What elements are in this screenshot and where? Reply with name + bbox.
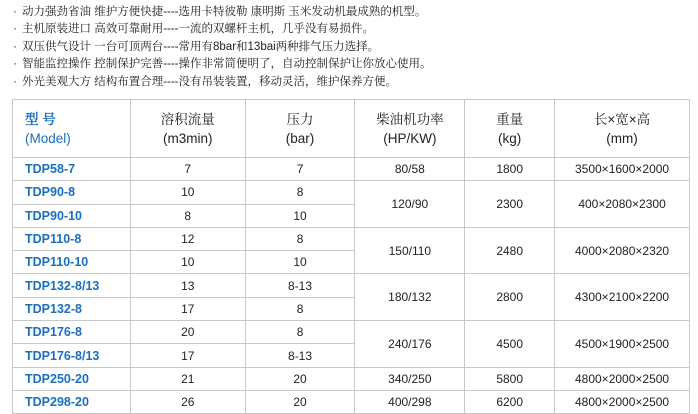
flow-cell: 8 (130, 204, 245, 227)
pressure-cell: 10 (245, 251, 355, 274)
model-cell: TDP298-20 (13, 390, 131, 413)
table-row (13, 181, 690, 204)
dims-cell: 4000×2080×2320 (555, 227, 690, 274)
model-cell: TDP110-8 (13, 227, 131, 250)
flow-cell: 10 (130, 181, 245, 204)
model-cell: TDP250-20 (13, 367, 131, 390)
model-cell: TDP176-8 (13, 321, 131, 344)
power-cell: 400/298 (355, 390, 465, 413)
table-row (13, 274, 690, 297)
pressure-cell: 20 (245, 367, 355, 390)
model-cell: TDP58-7 (13, 158, 131, 181)
feature-item: · 主机原装进口 高效可靠耐用----一流的双螺杆主机，几乎没有易损件。 (13, 23, 375, 36)
weight-cell: 2300 (465, 181, 555, 228)
weight-cell: 4500 (465, 321, 555, 368)
dims-cell: 4800×2000×2500 (555, 390, 690, 413)
header-weight: 重量 (kg) (465, 100, 555, 158)
pressure-cell: 8 (245, 297, 355, 320)
weight-cell: 1800 (465, 158, 555, 181)
power-cell: 180/132 (355, 274, 465, 321)
model-cell: TDP176-8/13 (13, 344, 131, 367)
weight-cell: 2480 (465, 227, 555, 274)
model-cell: TDP90-8 (13, 181, 131, 204)
flow-cell: 13 (130, 274, 245, 297)
pressure-cell: 8 (245, 181, 355, 204)
pressure-cell: 7 (245, 158, 355, 181)
weight-cell: 2800 (465, 274, 555, 321)
table-row (13, 367, 690, 390)
model-cell: TDP90-10 (13, 204, 131, 227)
weight-cell: 6200 (465, 390, 555, 413)
flow-cell: 12 (130, 227, 245, 250)
feature-item: · 智能监控操作 控制保护完善----操作非常简便明了，自动控制保护让你放心使用。 (13, 58, 432, 71)
power-cell: 120/90 (355, 181, 465, 228)
power-cell: 340/250 (355, 367, 465, 390)
header-dims: 长×宽×高 (mm) (555, 100, 690, 158)
model-cell: TDP132-8/13 (13, 274, 131, 297)
pressure-cell: 20 (245, 390, 355, 413)
table-row (13, 158, 690, 181)
flow-cell: 10 (130, 251, 245, 274)
power-cell: 240/176 (355, 321, 465, 368)
model-cell: TDP132-8 (13, 297, 131, 320)
pressure-cell: 10 (245, 204, 355, 227)
pressure-cell: 8 (245, 227, 355, 250)
dims-cell: 4300×2100×2200 (555, 274, 690, 321)
flow-cell: 7 (130, 158, 245, 181)
header-model: 型 号 (Model) (13, 100, 131, 158)
flow-cell: 17 (130, 297, 245, 320)
dims-cell: 4800×2000×2500 (555, 367, 690, 390)
header-pressure: 压力 (bar) (245, 100, 355, 158)
spec-table (12, 99, 690, 414)
header-power: 柴油机功率 (HP/KW) (355, 100, 465, 158)
header-flow: 溶积流量 (m3min) (130, 100, 245, 158)
power-cell: 150/110 (355, 227, 465, 274)
feature-item: · 双压供气设计 一台可顶两台----常用有8bar和13bai两种排气压力选择。 (13, 40, 380, 53)
model-cell: TDP110-10 (13, 251, 131, 274)
flow-cell: 26 (130, 390, 245, 413)
dims-cell: 3500×1600×2000 (555, 158, 690, 181)
feature-list (8, 4, 432, 91)
flow-cell: 17 (130, 344, 245, 367)
weight-cell: 5800 (465, 367, 555, 390)
feature-item: · 外光美观大方 结构布置合理----没有吊装装置，移动灵活，维护保养方便。 (13, 75, 398, 88)
flow-cell: 20 (130, 321, 245, 344)
dims-cell: 400×2080×2300 (555, 181, 690, 228)
feature-item: · 动力强劲省油 维护方便快捷----选用卡特彼勒 康明斯 玉米发动机最成熟的机型。 (13, 6, 427, 18)
pressure-cell: 8-13 (245, 344, 355, 367)
header-row (13, 100, 690, 158)
table-row (13, 321, 690, 344)
table-row (13, 227, 690, 250)
pressure-cell: 8-13 (245, 274, 355, 297)
table-row (13, 390, 690, 413)
flow-cell: 21 (130, 367, 245, 390)
dims-cell: 4500×1900×2500 (555, 321, 690, 368)
power-cell: 80/58 (355, 158, 465, 181)
pressure-cell: 8 (245, 321, 355, 344)
